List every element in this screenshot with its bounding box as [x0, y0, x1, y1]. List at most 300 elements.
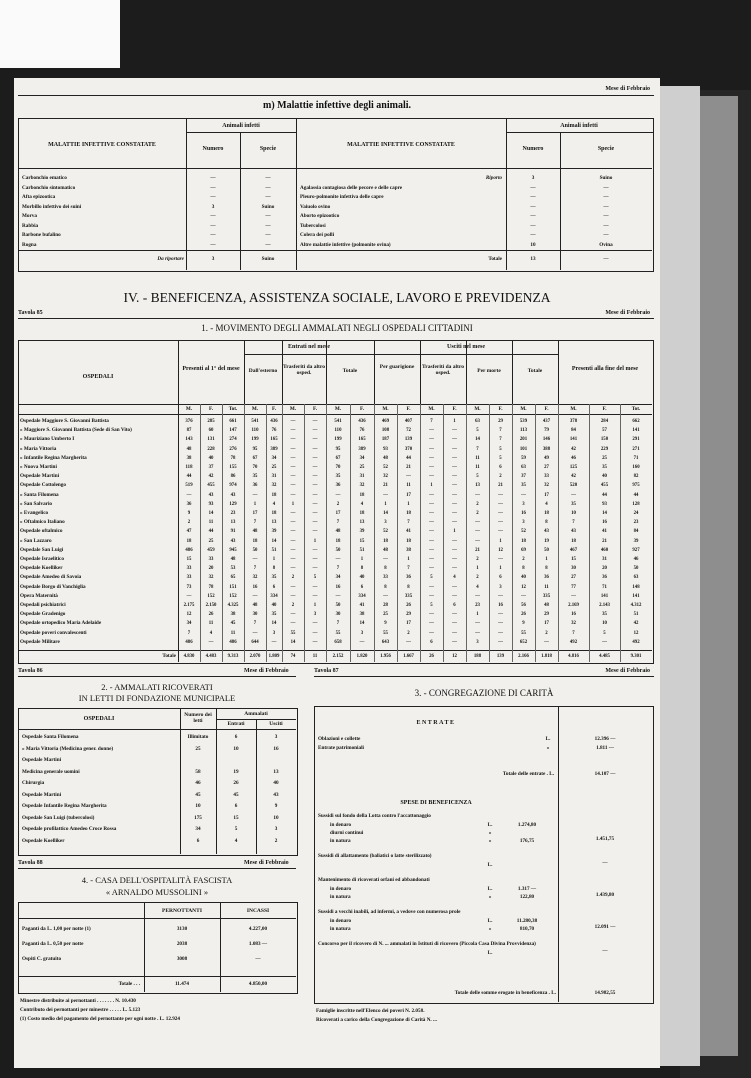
hosp-row-cell: 69 [521, 547, 526, 553]
hosp-row-cell: 24 [633, 511, 639, 516]
sec2-row-name: Ospedale San Luigi (tubercolosi) [22, 814, 95, 821]
hosp-row-cell: 73 [186, 584, 192, 590]
hosp-row-cell: 7 [253, 621, 257, 627]
hosp-row-cell: 50 [544, 547, 549, 553]
m-right-row-label: Colera dei polli [300, 232, 335, 238]
hosp-row-cell: — [290, 474, 296, 480]
sec3-spesa-line-unit: » [488, 926, 492, 932]
hosp-row-cell: 79 [544, 428, 549, 434]
sec2-row-entrati: 5 [234, 826, 238, 832]
sec3-spesa-line-val: 810,70 [519, 926, 535, 932]
hosp-row-cell: 34 [359, 455, 365, 461]
hosp-row-cell: 53 [230, 566, 236, 572]
hosp-row-cell: 16 [602, 520, 607, 526]
hosp-row-cell: 41 [602, 529, 607, 535]
hosp-row-cell: — [429, 474, 434, 480]
hosp-row-cell: 40 [359, 575, 365, 581]
hosp-row-cell: 201 [519, 437, 528, 443]
hosp-row-cell: 16 [335, 584, 341, 590]
hosp-row-cell: — [452, 621, 457, 627]
hosp-col-usciti: Usciti nel mese [447, 344, 485, 350]
hosp-row-cell: 21 [383, 483, 388, 489]
hosp-row-cell: — [429, 538, 434, 544]
hosp-sub-guarigione: Per guarigione [379, 364, 415, 370]
sec3-spesa-label: Sussidi sul fondo della Lotta contro l'accattonaggio [318, 813, 431, 819]
sec4-total-label: Totale . . . [118, 981, 140, 987]
hosp-row-cell: — [429, 547, 434, 553]
hosp-row-cell: 274 [229, 437, 237, 443]
hosp-row-cell: 14 [383, 511, 388, 516]
hosp-row-cell: 26 [521, 612, 526, 618]
hosp-row-cell: — [452, 511, 457, 516]
hosp-row-cell: 50 [633, 566, 639, 572]
hosp-row-cell: 284 [600, 419, 609, 424]
hosp-row-cell: — [429, 593, 434, 599]
m-left-row-species: — [265, 184, 271, 191]
hosp-row-cell: 48 [252, 529, 258, 535]
hosp-row-cell: — [521, 593, 526, 599]
hosp-row-cell: 5 [499, 446, 502, 452]
hosp-row-cell: 95 [335, 446, 341, 452]
hosp-row-cell: 108 [381, 428, 390, 434]
hosp-row-cell: 7 [253, 520, 257, 526]
sec2-row-name: Ospedale profilattico Amedeo Croce Rossa [22, 826, 117, 832]
sec2-row-letti: 25 [195, 745, 201, 752]
hosp-row-cell: — [429, 455, 434, 461]
hosp-row-cell: 18 [383, 538, 388, 544]
hosp-row-cell: 7 [336, 621, 340, 627]
hosp-row-cell: 2.169 [568, 603, 579, 608]
hosp-row-cell: 110 [251, 428, 259, 434]
hosp-row-cell: 35 [602, 465, 607, 470]
hosp-row-cell: 42 [571, 446, 576, 452]
mese-88: Mese di Febbraio [244, 860, 289, 866]
hosp-row-cell: 460 [600, 547, 609, 553]
hosp-row-cell: 72 [406, 428, 411, 434]
hosp-row-cell: 30 [252, 612, 258, 618]
hosp-row-name: » Nuova Martini [20, 464, 57, 470]
hosp-row-cell: 165 [358, 437, 366, 443]
hosp-row-cell: 4 [545, 501, 548, 507]
hosp-row-cell: 38 [359, 612, 365, 618]
hosp-row-cell: 1 [253, 501, 257, 507]
hosp-row-cell: 55 [335, 630, 341, 636]
m-right-row-species: Ovina [599, 241, 613, 248]
hosp-row-cell: — [290, 529, 296, 535]
m-right-row-species: Suino [599, 175, 613, 181]
hosp-row-cell: 6 [360, 584, 364, 590]
hosp-row-cell: 18 [359, 511, 365, 516]
hosp-row-cell: 7 [187, 630, 191, 636]
hosp-row-cell: 6 [272, 584, 276, 590]
sec3-spesa-line-val: 176,75 [519, 838, 535, 844]
hosp-row-cell: — [312, 455, 318, 461]
hosp-row-name: » Infantile Regina Margherita [20, 454, 87, 461]
hosp-row-cell: 50 [252, 547, 258, 553]
hosp-row-cell: 86 [230, 474, 236, 480]
hosp-total-cell: 1.818 [541, 654, 552, 659]
hosp-row-cell: — [290, 612, 296, 618]
sec3-spesa-line-val: 122,80 [519, 894, 535, 900]
hosp-row-cell: 35 [252, 474, 258, 480]
hosp-row-cell: 33 [186, 566, 192, 572]
hosp-row-cell: 187 [381, 437, 390, 443]
hosp-row-cell: 7 [407, 566, 410, 572]
hosp-row-cell: 11 [475, 465, 480, 470]
hosp-row-cell: 25 [359, 465, 365, 470]
hosp-row-cell: — [312, 630, 318, 636]
hosp-row-cell: 36 [335, 483, 341, 489]
hosp-row-cell: 146 [542, 437, 551, 443]
hosp-row-cell: — [498, 501, 503, 507]
m-left-total-num: 3 [211, 256, 215, 262]
hosp-row-cell: 7 [253, 566, 257, 572]
sec2-row-entrati: 10 [233, 745, 239, 752]
hosp-row-cell: 42 [208, 474, 214, 480]
hosp-row-cell: 32 [544, 483, 549, 489]
hosp-row-cell: 370 [404, 446, 413, 452]
hosp-row-name: Ospedale ortopedico Maria Adelaide [20, 620, 102, 627]
hosp-row-cell: 7 [476, 446, 479, 452]
sec2-row-letti: 6 [196, 837, 200, 844]
hosp-row-cell: 40 [521, 575, 526, 581]
hosp-row-cell: 18 [186, 538, 192, 544]
hosp-mft-cell: F. [498, 406, 503, 412]
hosp-sub-totale: Totale [342, 368, 358, 374]
sec4-col-incassi: INCASSI [246, 908, 270, 914]
hosp-row-cell: 11 [406, 483, 411, 489]
hosp-row-cell: 17 [406, 621, 411, 627]
hosp-row-cell: 125 [569, 465, 578, 470]
hosp-total-cell: 4.485 [599, 654, 610, 659]
hosp-row-cell: — [429, 621, 434, 627]
hosp-row-cell: 16 [571, 612, 576, 618]
hosp-row-cell: — [312, 520, 318, 526]
hosp-row-cell: 4.312 [630, 603, 642, 608]
sec4-row-label: Paganti da L. 1,00 per notte (1) [22, 926, 91, 932]
hosp-row-cell: — [571, 492, 576, 498]
hosp-row-cell: — [252, 492, 258, 498]
hosp-row-cell: 18 [571, 538, 576, 544]
hosp-row-cell: 40 [602, 474, 607, 480]
m-left-row-label: Carbonchio ematico [22, 175, 67, 181]
hosp-row-cell: 13 [271, 520, 277, 526]
m-right-row-num: — [530, 222, 536, 229]
hosp-row-cell: — [429, 501, 434, 507]
hosp-row-name: Opera Maternità [20, 592, 58, 599]
m-right-row-num: — [530, 232, 536, 238]
hosp-row-cell: 19 [544, 538, 549, 544]
hosp-row-cell: 36 [544, 575, 549, 581]
hosp-row-cell: 38 [406, 547, 411, 553]
hosp-row-cell: 4.325 [227, 603, 239, 608]
hosp-row-cell: — [186, 593, 192, 599]
hosp-row-cell: 2 [187, 520, 191, 526]
hosp-row-cell: 32 [252, 575, 258, 581]
sec2-row-name: Chirurgia [22, 780, 45, 786]
m-right-row-num: — [530, 213, 536, 219]
hosp-row-cell: 101 [519, 446, 528, 452]
sec4-title-2: « ARNALDO MUSSOLINI » [105, 887, 209, 897]
hosp-row-cell: 46 [633, 557, 639, 562]
hosp-row-cell: 141 [632, 428, 640, 434]
hosp-row-cell: 8 [522, 566, 525, 572]
hosp-row-cell: — [312, 465, 318, 470]
hosp-row-cell: 8 [360, 566, 364, 572]
m-right-row-species: — [603, 203, 609, 210]
sec2-row-usciti: 2 [274, 837, 278, 844]
hosp-row-cell: 36 [602, 575, 607, 581]
hosp-row-cell: 76 [359, 428, 365, 434]
hosp-row-cell: 1 [453, 419, 456, 424]
tavola-88: Tavola 88 [18, 860, 43, 866]
hosp-row-cell: — [252, 557, 258, 562]
hosp-row-cell: 974 [229, 483, 237, 489]
m-right-row-species: — [603, 222, 609, 229]
sec2-row-entrati: 45 [233, 791, 239, 798]
sec4-foot-3: (1) Costo medio del pagamento del pernottante per ogni notte . L. 12.924 [20, 1016, 180, 1022]
hosp-mft-cell: M. [570, 406, 577, 412]
hosp-row-cell: 71 [602, 584, 607, 590]
hosp-total-cell: 4.830 [183, 654, 195, 659]
hosp-row-cell: — [335, 492, 341, 498]
hosp-row-name: Ospedale Amedeo di Savoia [20, 574, 82, 581]
hosp-row-cell: 285 [207, 419, 215, 424]
hosp-row-cell: 5 [476, 428, 479, 434]
hosp-row-cell: — [429, 612, 434, 618]
hosp-row-cell: 12 [498, 547, 503, 553]
hosp-row-cell: — [452, 547, 457, 553]
hosp-row-cell: 25 [602, 455, 607, 461]
hosp-mft-cell: M. [428, 406, 435, 412]
page-corner [0, 0, 120, 68]
hosp-row-cell: 927 [632, 547, 640, 553]
hosp-row-cell: 2 [499, 474, 502, 480]
hosp-row-cell: 35 [335, 474, 341, 480]
hosp-row-cell: 1 [360, 557, 364, 562]
hosp-row-cell: 7 [499, 428, 502, 434]
hosp-row-cell: — [498, 492, 503, 498]
hosp-row-cell: 40 [271, 603, 277, 608]
hosp-row-cell: 87 [186, 428, 192, 434]
hosp-row-cell: — [312, 529, 318, 535]
hosp-row-cell: 3 [360, 630, 364, 636]
sec2-row-usciti: 40 [273, 780, 279, 786]
sec2-title-1: 2. - AMMALATI RICOVERATI [101, 682, 213, 692]
hosp-row-cell: 36 [252, 483, 258, 489]
hosp-row-name: » Maria Vittoria [20, 445, 57, 452]
hosp-row-cell: 8 [407, 584, 410, 590]
sec3-spesa-label: Sussidi a vecchi inabili, ad infermi, a vedove con numerosa prole [318, 909, 461, 915]
hosp-row-cell: 93 [208, 501, 214, 507]
hosp-row-cell: 9 [384, 621, 387, 627]
hosp-row-cell: 160 [632, 465, 640, 470]
hosp-row-cell: 36 [186, 501, 192, 507]
hosp-row-cell: 57 [602, 428, 607, 434]
sec4-row-pernottanti: 2038 [176, 941, 188, 947]
hosp-mft-cell: M. [520, 406, 527, 412]
sec3-spesa-line-label: in denaro [330, 918, 352, 924]
hosp-row-name: » Maggiore S. Giovanni Battista (Sede di San Vito) [20, 427, 132, 434]
sec3-entrata-val: 12.396 — [594, 736, 616, 742]
m-sub-specie-l: Specie [259, 146, 277, 152]
hosp-row-cell: 486 [185, 547, 193, 553]
m-left-row-num: — [210, 213, 216, 219]
hosp-row-cell: 7 [430, 419, 433, 424]
hosp-row-cell: 3 [272, 630, 276, 636]
hosp-row-cell: — [498, 557, 503, 562]
hosp-row-cell: 33 [383, 575, 388, 581]
m-left-row-species: — [265, 241, 271, 248]
hosp-row-cell: 17 [544, 621, 549, 627]
hosp-total-cell: 2.070 [249, 654, 261, 659]
hosp-row-cell: 4 [476, 584, 479, 590]
hosp-row-cell: — [429, 492, 434, 498]
hosp-row-cell: 652 [519, 639, 528, 645]
hosp-row-cell: — [544, 639, 549, 645]
hosp-row-cell: 131 [207, 437, 215, 443]
hosp-row-cell: — [452, 474, 457, 480]
hosp-row-cell: — [571, 593, 576, 599]
hosp-row-cell: — [290, 538, 296, 544]
hosp-row-cell: — [429, 520, 434, 526]
hosp-row-cell: 11 [208, 621, 214, 627]
hosp-row-cell: 6 [499, 575, 502, 581]
hosp-row-cell: 15 [186, 557, 192, 562]
sec4-title-1: 4. - CASA DELL'OSPITALITÀ FASCISTA [81, 875, 233, 885]
hosp-mft-cell: Tot. [228, 406, 238, 412]
hosp-row-cell: 12 [521, 584, 526, 590]
hosp-row-cell: 229 [600, 446, 609, 452]
hosp-total-cell: 139 [496, 654, 505, 659]
sec3-entrata-label: Oblazioni e collette [318, 736, 361, 742]
hosp-row-cell: — [312, 492, 318, 498]
hosp-row-cell: — [312, 437, 318, 443]
hosp-row-cell: 52 [383, 529, 388, 535]
m-left-row-num: — [210, 194, 216, 200]
hosp-row-cell: 37 [208, 465, 214, 470]
hosp-row-cell: 455 [207, 483, 215, 489]
m-left-row-label: Carbonchio sintomatico [22, 184, 76, 191]
hosp-row-cell: 388 [542, 446, 551, 452]
hosp-row-cell: 56 [521, 603, 526, 608]
hosp-row-cell: 36 [406, 575, 411, 581]
m-right-row-species: — [603, 213, 609, 219]
m-sub-numero-r: Numero [522, 146, 544, 152]
hosp-row-cell: 14 [475, 437, 480, 443]
m-left-row-num: — [210, 222, 216, 229]
hosp-row-cell: — [290, 566, 296, 572]
sec3-spesa-line-label: diurni continui [330, 830, 364, 836]
hosp-row-cell: 1 [430, 483, 433, 489]
hosp-mft-cell: F. [209, 406, 213, 412]
hosp-row-cell: 141 [569, 437, 578, 443]
hosp-row-cell: — [475, 593, 480, 599]
m-left-row-species: — [265, 213, 271, 219]
m-right-row-label: Aborto epizootico [300, 213, 340, 219]
hosp-row-cell: 71 [633, 455, 639, 461]
hosp-row-cell: 1 [499, 538, 502, 544]
hosp-row-cell: 35 [602, 612, 607, 618]
hosp-row-cell: — [290, 437, 296, 443]
hosp-row-cell: 51 [271, 547, 277, 553]
hosp-row-cell: 21 [602, 538, 607, 544]
sec2-row-letti: 46 [195, 780, 201, 786]
hosp-row-cell: 18 [406, 511, 411, 516]
hosp-row-cell: 6 [499, 465, 502, 470]
hosp-row-cell: 48 [252, 603, 258, 608]
hosp-row-cell: 12 [186, 612, 192, 618]
hosp-row-name: » San Lazzaro [20, 537, 52, 544]
sec2-row-name: Ospedale Martini [22, 757, 62, 763]
hosp-row-cell: 5 [430, 575, 433, 581]
hosp-row-cell: 2 [545, 630, 548, 636]
hosp-row-cell: 16 [252, 584, 258, 590]
hosp-row-cell: 44 [602, 492, 607, 498]
hosp-row-cell: 18 [252, 538, 258, 544]
sec4-foot-1: Minestre distribuite ai pernottanti . . . . . . . N. 10.430 [20, 998, 136, 1004]
hosp-total-cell: 1.956 [380, 654, 391, 659]
m-group-left: Animali infetti [222, 123, 260, 129]
sec2-sub-entrati: Entrati [227, 721, 245, 727]
hosp-mft-cell: M. [289, 406, 297, 412]
hosp-row-cell: 12 [633, 630, 639, 636]
sec3-spesa-line-unit: L. [487, 886, 493, 892]
hosp-row-cell: 52 [521, 529, 526, 535]
hosp-row-cell: 5 [430, 603, 433, 608]
sec2-row-name: » Maria Vittoria (Medicina gener. donne) [22, 745, 114, 752]
hosp-row-cell: 9 [187, 511, 191, 516]
sec4-row-incassi: — [255, 956, 261, 962]
hosp-row-cell: 33 [544, 474, 549, 480]
hosp-row-cell: 945 [229, 547, 237, 553]
hosp-row-cell: 9 [522, 621, 525, 627]
hosp-row-cell: 5 [499, 455, 502, 461]
hosp-row-name: Ospedale Maggiore S. Giovanni Battista [20, 418, 109, 424]
hosp-row-cell: — [521, 492, 526, 498]
hosp-row-cell: 17 [335, 511, 341, 516]
hosp-row-cell: 7 [499, 437, 502, 443]
m-right-row-label: Riporto [485, 175, 502, 181]
sec3-entrata-unit: L. [545, 736, 551, 742]
m-col-right: MALATTIE INFETTIVE CONSTATATE [347, 142, 455, 148]
hosp-row-name: Ospedale Martini [20, 473, 60, 480]
hosp-row-cell: 43 [208, 492, 214, 498]
hosp-row-cell: 17 [544, 492, 549, 498]
hosp-row-cell: 39 [359, 529, 365, 535]
hosp-row-cell: 33 [186, 575, 192, 581]
hosp-row-name: » Santa Filomena [20, 491, 59, 498]
hosp-row-cell: 2.143 [599, 603, 610, 608]
hosp-mft-cell: M. [251, 406, 259, 412]
hosp-row-cell: — [312, 501, 318, 507]
hosp-row-cell: 42 [571, 474, 576, 480]
hosp-row-cell: 34 [186, 621, 192, 627]
hosp-row-cell: 11 [544, 584, 549, 590]
hosp-row-cell: — [290, 520, 296, 526]
hosp-row-cell: 658 [334, 639, 342, 645]
hosp-row-cell: — [429, 630, 434, 636]
sec3-spesa-line-label: in natura [330, 926, 351, 932]
hosp-total-cell: 74 [290, 654, 296, 659]
hosp-row-cell: — [498, 621, 503, 627]
hosp-row-cell: — [498, 593, 503, 599]
hosp-row-cell: 63 [521, 465, 526, 470]
hosp-row-cell: — [429, 584, 434, 590]
hosp-row-cell: — [452, 520, 457, 526]
m-right-row-num: — [530, 203, 536, 210]
sec3-spesa-total: 1.439,80 [595, 892, 615, 898]
